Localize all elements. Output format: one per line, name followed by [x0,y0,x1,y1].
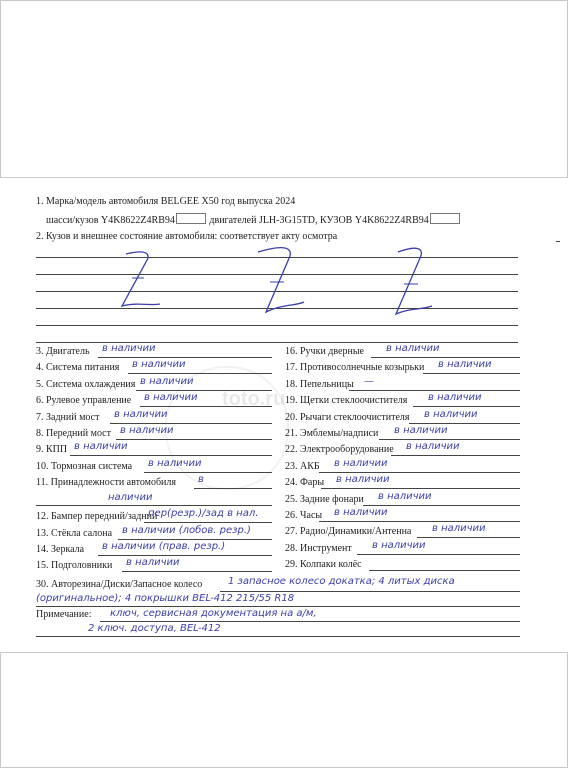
left-item-value: в наличии [102,343,156,354]
right-item-label: 19. Щетки стеклоочистителя [285,395,408,407]
right-item-label: 26. Часы [285,510,323,521]
bottom-blank-panel [0,652,568,768]
tires-value-line1: 1 запасное колесо докатка; 4 литых диска [228,576,455,587]
fill-rule [319,472,520,473]
right-item-label: 28. Инструмент [285,542,352,554]
right-item-value: в наличии [334,507,388,518]
fill-rule [349,390,520,391]
fill-rule [391,455,520,456]
make-model-value: BELGEE X50 год выпуска 2024 [160,196,296,207]
left-item-value: в наличии [148,457,202,469]
fill-rule [417,537,520,538]
left-item-value: в наличии (прав. резр.) [102,541,226,552]
left-item-label: 7. Задний мост [36,411,100,423]
left-item-label: 3. Двигатель [36,346,90,357]
left-item-label: 8. Передний мост [36,428,111,439]
fill-rule [319,521,520,522]
right-item-value: в наличии [438,359,492,371]
fill-rule [220,591,520,592]
right-item-value: в наличии [386,343,440,354]
right-item-value: в наличии [372,539,426,551]
right-item-label: 29. Колпаки колёс [285,559,362,571]
engine-value: JLH-3G15TD, КУЗОВ Y4K8622Z4RB94 [258,215,429,226]
fill-rule [98,357,272,358]
right-item-value: — [364,375,374,387]
left-item-value: в наличии [126,557,180,569]
inspection-form [0,186,568,652]
fill-rule [379,439,520,440]
right-item-label: 24. Фары [285,477,325,489]
right-item-label: 25. Задние фонари [285,493,364,505]
fill-rule [118,539,272,540]
fill-rule [36,636,520,637]
fill-rule [136,390,272,391]
right-item-label: 27. Радио/Динамики/Антенна [285,526,412,538]
fill-rule [409,423,520,424]
right-item-label: 23. АКБ [285,460,320,472]
notes-label: Примечание: [36,609,92,620]
left-item-value: в наличии [120,425,174,436]
fill-rule [194,488,272,489]
fill-rule [98,555,272,556]
right-item-value: в наличии [424,408,478,420]
left-item-value: в наличии [132,359,186,371]
watermark-text: toto.ru [222,388,286,410]
left-item-value: в наличии [140,375,194,387]
left-item-value: в наличии [144,392,198,404]
fill-rule [413,406,520,407]
notes-value-line2: 2 ключ. доступа, BEL-412 [88,623,221,634]
right-item-label: 16. Ручки дверные [285,346,364,357]
left-item-label: 10. Тормозная система [36,460,133,472]
fill-rule [369,570,520,571]
right-item-label: 21. Эмблемы/надписи [285,428,379,439]
right-item-label: 18. Пепельницы [285,378,354,390]
left-item-label: 15. Подголовники [36,560,113,572]
fill-rule [321,488,520,489]
right-item-value: в наличии [432,523,486,535]
left-item-value: в [198,474,204,486]
fill-rule [128,373,272,374]
fill-rule [70,455,272,456]
make-model-label: 1. Марка/модель автомобиля [36,196,159,207]
chassis-value: Y4K8622Z4RB94 [100,215,175,226]
fill-rule [110,423,272,424]
left-item-value: в наличии [114,408,168,420]
fill-rule [36,606,520,607]
fill-rule [140,406,272,407]
body-condition-line: 2. Кузов и внешнее состояние автомобиля: соответствует акту осмотра [36,231,338,242]
chassis-label: шасси/кузов [46,215,99,226]
right-item-label: 20. Рычаги стеклоочистителя [285,411,410,423]
left-item-label: 12. Бампер передний/задний [36,511,158,523]
left-item-label: 4. Система питания [36,362,120,374]
left-item-value: в наличии (лобов. резр.) [122,524,251,536]
right-item-value: в наличии [394,425,448,436]
left-item-value: в наличии [74,441,128,453]
fill-rule [116,439,272,440]
left-item-label: 9. КПП [36,444,68,456]
fill-rule [363,505,520,506]
right-item-value: в наличии [428,392,482,404]
fill-rule [144,472,272,473]
tires-value-line2: (оригинальное); 4 покрышки BEL-412 215/55 R18 [36,593,295,604]
right-item-value: в наличии [334,457,388,469]
left-item-label: 5. Система охлаждения [36,378,136,390]
left-item-value-cont: наличии [108,492,153,504]
left-item-label: 11. Принадлежности автомобиля [36,477,176,489]
right-item-value: в наличии [406,441,460,453]
fill-rule [423,373,520,374]
left-item-label: 6. Рулевое управление [36,395,132,407]
fill-rule [357,554,520,555]
fill-rule [36,505,272,506]
left-item-label: 13. Стёкла салона [36,527,113,539]
fill-rule [100,621,520,622]
left-item-label: 14. Зеркала [36,544,85,555]
left-item-value: пер(резр.)/зад в нал. [148,508,259,520]
fill-rule [122,571,272,572]
tires-label: 30. Авторезина/Диски/Запасное колесо [36,579,203,590]
right-item-label: 17. Противосолнечные козырьки [285,362,425,374]
top-blank-panel [0,0,568,178]
notes-value-line1: ключ, сервисная документация на а/м, [110,608,317,619]
engine-label: двигателей [209,215,257,226]
right-item-label: 22. Электрооборудование [285,444,394,456]
fill-rule [371,357,520,358]
right-item-value: в наличии [378,490,432,502]
right-item-value: в наличии [336,474,390,486]
fill-rule [144,522,272,523]
